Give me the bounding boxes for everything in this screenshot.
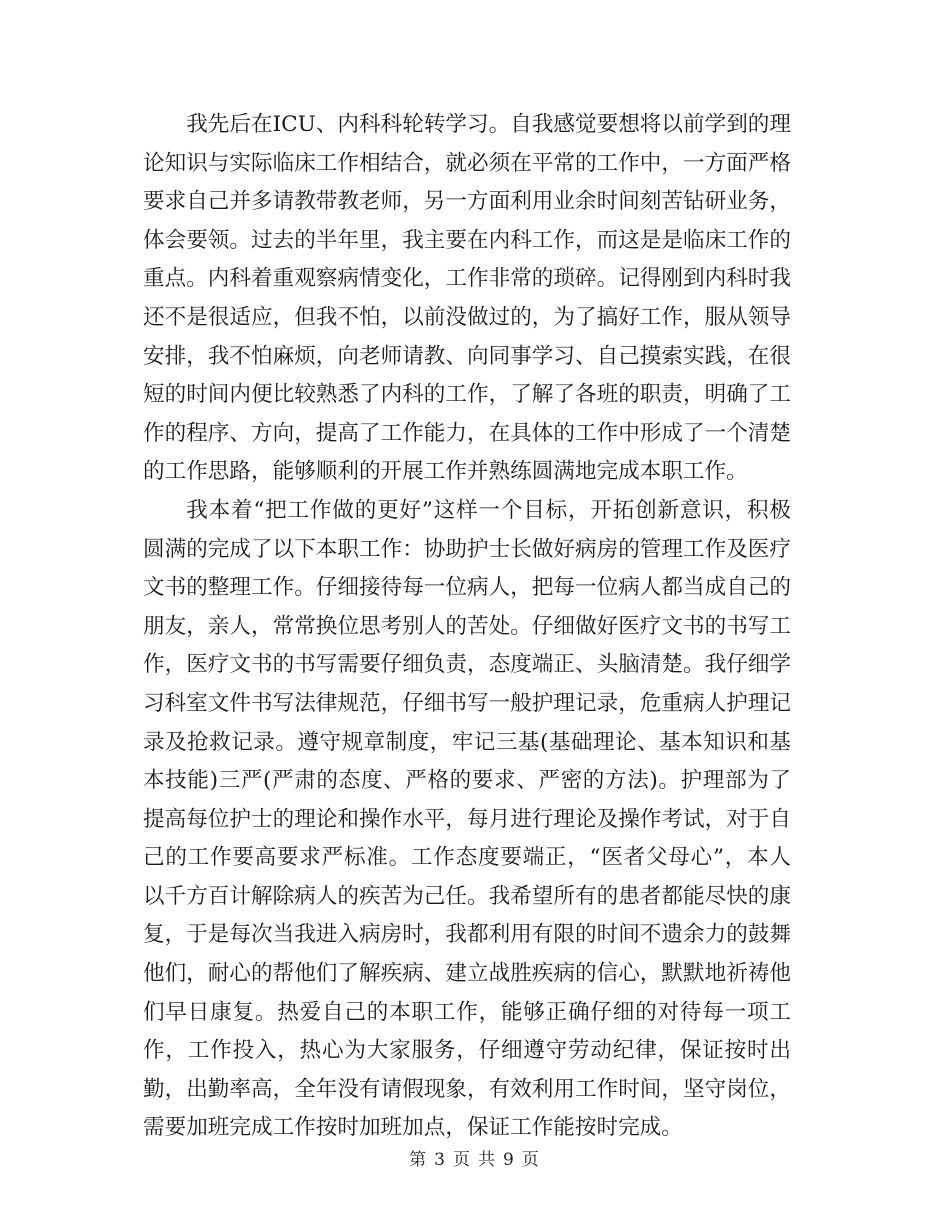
page-footer — [0, 1148, 950, 1172]
total-pages-number: 9 — [503, 1150, 516, 1170]
document-body — [143, 106, 791, 1148]
paragraph-2: 我本着“把工作做的更好”这样一个目标，开拓创新意识，积极圆满的完成了以下本职工作：协助护士长做好病房的管理工作及医疗文书的整理工作。仔细接待每一位病人，把每一位病人都当成自己的朋友，亲人，常常换位思考别人的苦处。仔细做好医疗文书的书写工作，医疗文书的书写需要仔细负责，态度端正、头脑清楚。我仔细学习科室文件书写法律规范，仔细书写一般护理记录，危重病人护理记录及抢救记录。遵守规章制度，牢记三基(基础理论、基本知识和基本技能)三严(严肃的态度、严格的要求、严密的方法)。护理部为了提高每位护士的理论和操作水平，每月进行理论及操作考试，对于自己的工作要高要求严标准。工作态度要端正，“医者父母心”，本人以千方百计解除病人的疾苦为己任。我希望所有的患者都能尽快的康复，于是每次当我进入病房时，我都利用有限的时间不遗余力的鼓舞他们，耐心的帮他们了解疾病、建立战胜疾病的信心，默默地祈祷他们早日康复。热爱自己的本职工作，能够正确仔细的对待每一项工作，工作投入，热心为大家服务，仔细遵守劳动纪律，保证按时出勤，出勤率高，全年没有请假现象，有效利用工作时间，坚守岗位，需要加班完成工作按时加班加点，保证工作能按时完成。 — [143, 497, 791, 1141]
footer-page-word: 页 — [453, 1150, 472, 1170]
paragraph-1: 我先后在ICU、内科科轮转学习。自我感觉要想将以前学到的理论知识与实际临床工作相结合，就必须在平常的工作中，一方面严格要求自己并多请教带教老师，另一方面利用业余时间刻苦钻研业务，体会要领。过去的半年里，我主要在内科工作，而这是是临床工作的重点。内科着重观察病情变化，工作非常的琐碎。记得刚到内科时我还不是很适应，但我不怕，以前没做过的，为了搞好工作，服从领导安排，我不怕麻烦，向老师请教、向同事学习、自己摸索实践，在很短的时间内便比较熟悉了内科的工作，了解了各班的职责，明确了工作的程序、方向，提高了工作能力，在具体的工作中形成了一个清楚的工作思路，能够顺利的开展工作并熟练圆满地完成本职工作。 — [143, 112, 791, 485]
footer-prefix: 第 — [409, 1150, 429, 1170]
footer-total-word: 共 — [478, 1150, 497, 1170]
current-page-number: 3 — [434, 1150, 447, 1170]
footer-suffix: 页 — [521, 1150, 541, 1170]
